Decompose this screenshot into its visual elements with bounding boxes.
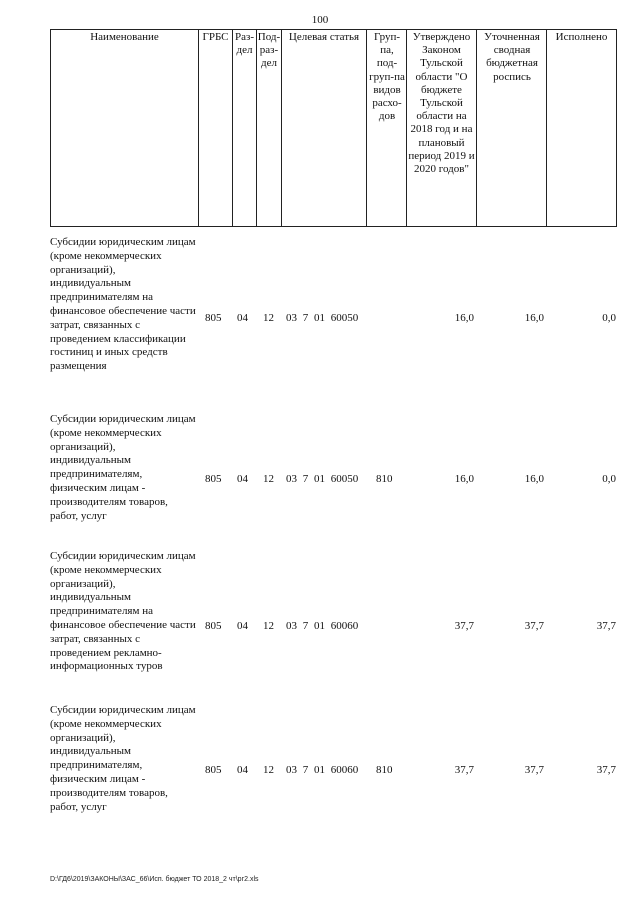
- row-utochnennaya: 37,7: [524, 620, 544, 632]
- row-utochnennaya: 16,0: [524, 312, 544, 324]
- page-number: 100: [311, 14, 329, 26]
- header-gruppa: Груп-па, под-груп-па видов расхо-дов: [369, 31, 405, 123]
- row-podrazdel: 12: [263, 473, 274, 485]
- row-razdel: 04: [237, 620, 248, 632]
- row-grbs: 805: [205, 312, 222, 324]
- row-ispolneno: 37,7: [596, 764, 616, 776]
- row-ispolneno: 0,0: [602, 473, 616, 485]
- row-gruppa: 810: [376, 473, 393, 485]
- row-name: Субсидии юридическим лицам (кроме некоммерческих организаций), индивидуальным предпринимателям, физическим лицам - производителям товаров, работ, услуг: [50, 704, 196, 813]
- header-grbs: ГРБС: [202, 31, 229, 43]
- header-tselevaya-statya: Целевая статья: [288, 31, 360, 43]
- row-razdel: 04: [237, 312, 248, 324]
- row-gruppa: 810: [376, 764, 393, 776]
- row-grbs: 805: [205, 620, 222, 632]
- row-utochnennaya: 37,7: [524, 764, 544, 776]
- row-utochnennaya: 16,0: [524, 473, 544, 485]
- row-name: Субсидии юридическим лицам (кроме некоммерческих организаций), индивидуальным предпринимателям на финансовое обеспечение части затрат, связанных с проведением рекламно-информационных туров: [50, 550, 196, 673]
- header-utochnennaya: Уточненная сводная бюджетная роспись: [484, 31, 540, 83]
- row-utverzhdeno: 16,0: [454, 473, 474, 485]
- header-razdel: Раз-дел: [234, 31, 254, 57]
- row-grbs: 805: [205, 764, 222, 776]
- row-ispolneno: 37,7: [596, 620, 616, 632]
- row-utverzhdeno: 37,7: [454, 764, 474, 776]
- row-utverzhdeno: 37,7: [454, 620, 474, 632]
- row-tselevaya-statya: 03 7 01 60060: [286, 620, 359, 632]
- row-podrazdel: 12: [263, 312, 274, 324]
- row-tselevaya-statya: 03 7 01 60050: [286, 312, 359, 324]
- row-name: Субсидии юридическим лицам (кроме некоммерческих организаций), индивидуальным предпринимателям, физическим лицам - производителям товаров, работ, услуг: [50, 413, 196, 522]
- row-razdel: 04: [237, 473, 248, 485]
- row-grbs: 805: [205, 473, 222, 485]
- row-utverzhdeno: 16,0: [454, 312, 474, 324]
- row-ispolneno: 0,0: [602, 312, 616, 324]
- row-podrazdel: 12: [263, 764, 274, 776]
- row-tselevaya-statya: 03 7 01 60060: [286, 764, 359, 776]
- header-name: Наименование: [90, 31, 159, 43]
- header-podrazdel: Под-раз-дел: [257, 31, 281, 70]
- file-path-footer: D:\ГД6\2019\ЗАКОНЫ\ЗАС_66\Исп. бюджет ТО 2018_2 чт\рг2.xls: [50, 876, 259, 883]
- header-utverzhdeno: Утверждено Законом Тульской области "О бюджете Тульской области на 2018 год и на плановый период 2019 и 2020 годов": [408, 31, 475, 176]
- header-ispolneno: Исполнено: [555, 31, 608, 43]
- row-razdel: 04: [237, 764, 248, 776]
- row-tselevaya-statya: 03 7 01 60050: [286, 473, 359, 485]
- row-podrazdel: 12: [263, 620, 274, 632]
- row-name: Субсидии юридическим лицам (кроме некоммерческих организаций), индивидуальным предпринимателям на финансовое обеспечение части затрат, связанных с проведением классификации гостиниц и иных средств размещения: [50, 236, 196, 373]
